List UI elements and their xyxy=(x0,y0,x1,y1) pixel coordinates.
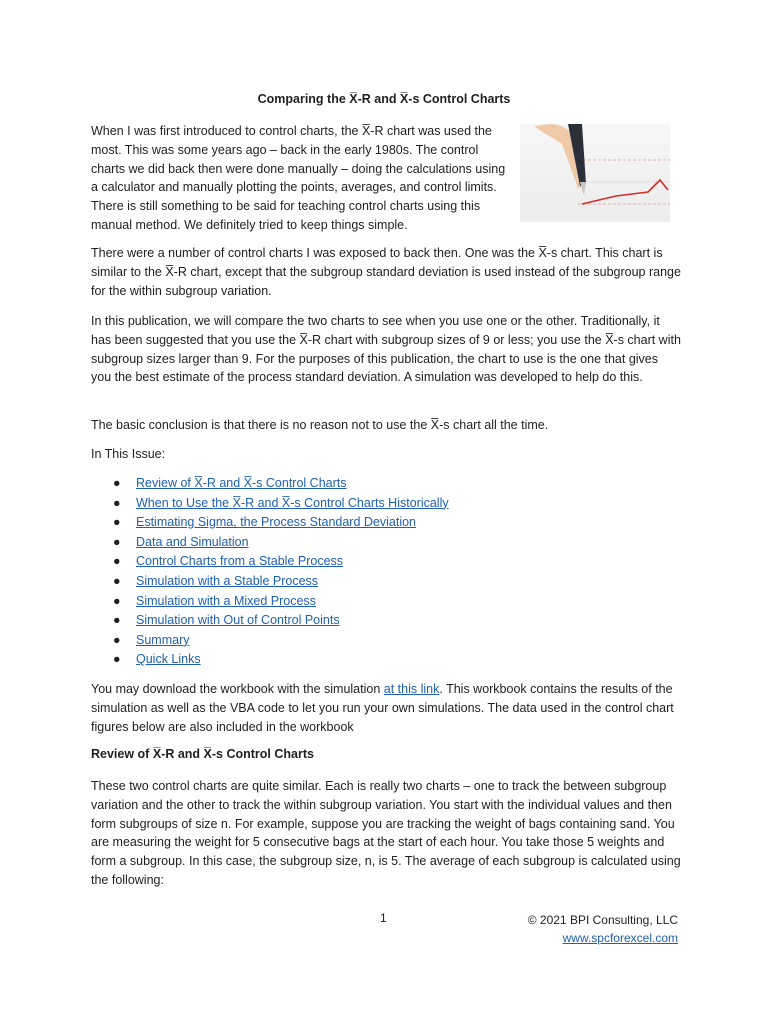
bullet-icon: ● xyxy=(113,593,121,608)
bullet-icon: ● xyxy=(113,554,121,569)
intro-paragraph: When I was first introduced to control charts, the X̅-R chart was used the most. This was some years ago – back in the early 1980s. The control charts we did back then were done manually – doing the calculations using a calculator and manually plotting the points, averages, and control limits. There is still something to be said for teaching control charts using this manual method. We definitely tried to keep things simple. xyxy=(91,124,506,232)
section-heading: Review of X̅-R and X̅-s Control Charts xyxy=(91,747,314,761)
in-this-issue-label: In This Issue: xyxy=(91,447,166,461)
list-item xyxy=(110,513,449,533)
list-item xyxy=(110,631,449,651)
issue-link-list xyxy=(110,474,449,670)
issue-link-review[interactable]: Review of X̅-R and X̅-s Control Charts xyxy=(136,476,347,490)
bullet-icon: ● xyxy=(113,573,121,588)
bullet-icon: ● xyxy=(113,613,121,628)
issue-link-when-to-use[interactable]: When to Use the X̅-R and X̅-s Control Charts Historically xyxy=(136,495,449,510)
list-item xyxy=(110,592,449,612)
download-paragraph xyxy=(91,680,681,736)
paragraph-xs-chart: There were a number of control charts I was exposed to back then. One was the X̅-s chart. This chart is similar to the X̅-R chart, except that the subgroup standard deviation is used instead of the subgroup range for the within subgroup variation. xyxy=(91,246,681,298)
issue-link-stable-process-charts[interactable]: Control Charts from a Stable Process xyxy=(136,554,344,569)
download-text-before: You may download the workbook with the simulation xyxy=(91,682,384,696)
bullet-icon: ● xyxy=(113,515,121,530)
issue-link-mixed-process[interactable]: Simulation with a Mixed Process xyxy=(136,593,316,608)
issue-link-summary[interactable]: Summary xyxy=(136,632,190,647)
list-item xyxy=(110,611,449,631)
list-item xyxy=(110,650,449,670)
copyright-text: © 2021 BPI Consulting, LLC xyxy=(527,913,678,927)
page-number: 1 xyxy=(380,911,387,925)
bullet-icon: ● xyxy=(113,632,121,647)
footer-info xyxy=(520,911,678,947)
list-item xyxy=(110,474,449,494)
issue-link-data-simulation[interactable]: Data and Simulation xyxy=(136,534,249,549)
download-text-after: . This workbook contains the results of the simulation as well as the VBA code to let you run your own simulations. The data used in the control chart figures below are also included in the workbook xyxy=(91,682,674,734)
page-title: Comparing the X̅-R and X̅-s Control Charts xyxy=(257,92,511,106)
bullet-icon: ● xyxy=(113,495,121,510)
pen-chart-photo xyxy=(520,124,670,222)
paragraph-conclusion: The basic conclusion is that there is no reason not to use the X̅-s chart all the time. xyxy=(91,418,549,432)
list-item xyxy=(110,494,449,514)
bullet-icon: ● xyxy=(113,476,121,490)
download-link[interactable]: at this link xyxy=(383,682,440,696)
website-link[interactable]: www.spcforexcel.com xyxy=(562,931,678,945)
section-paragraph: These two control charts are quite similar. Each is really two charts – one to track the between subgroup variation and the other to track the within subgroup variation. You start with the individual values and then form subgroups of size n. For example, suppose you are tracking the weight of bags containing sand. You are measuring the weight for 5 consecutive bags at the start of each hour. You take those 5 weights and form a subgroup. In this case, the subgroup size, n, is 5. The average of each subgroup is calculated using the following: xyxy=(91,779,681,887)
issue-link-out-of-control[interactable]: Simulation with Out of Control Points xyxy=(136,613,340,628)
issue-link-stable-simulation[interactable]: Simulation with a Stable Process xyxy=(136,573,319,588)
list-item xyxy=(110,533,449,553)
bullet-icon: ● xyxy=(113,652,121,667)
issue-link-estimating-sigma[interactable]: Estimating Sigma, the Process Standard Deviation xyxy=(136,515,416,530)
bullet-icon: ● xyxy=(113,534,121,549)
list-item xyxy=(110,572,449,592)
paragraph-comparison: In this publication, we will compare the two charts to see when you use one or the other. Traditionally, it has been suggested that you use the X̅-R chart with subgroup sizes of 9 or less; you use the X̅-s chart with subgroup sizes larger than 9. For the purposes of this publication, the chart to use is the one that gives you the best estimate of the process standard deviation. A simulation was developed to help do this. xyxy=(91,314,681,385)
issue-link-quick-links[interactable]: Quick Links xyxy=(136,652,201,667)
pen-chart-illustration xyxy=(520,124,670,222)
list-item xyxy=(110,552,449,572)
